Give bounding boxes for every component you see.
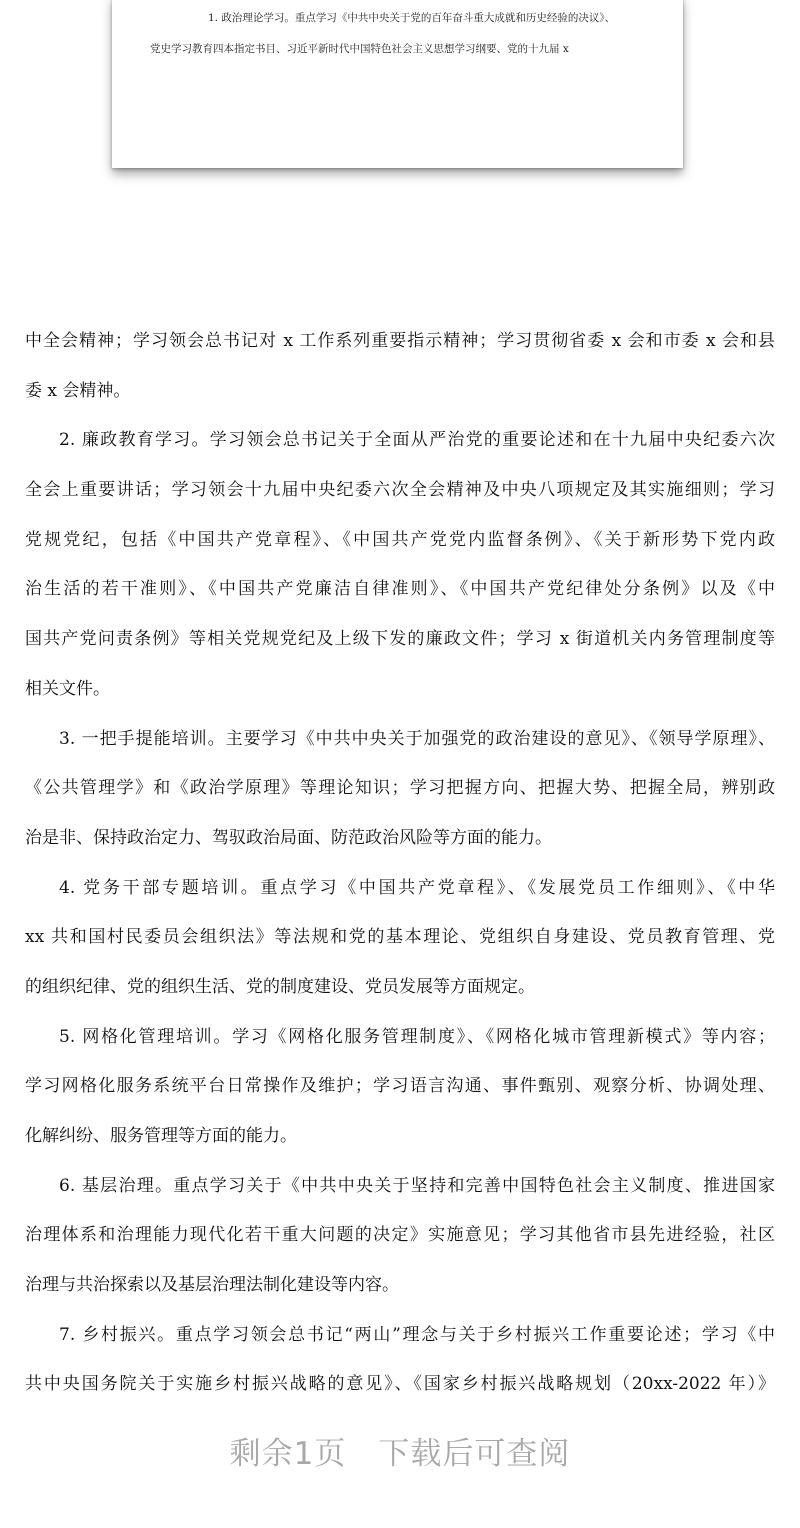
text-line: 委 x 会精神。: [25, 380, 131, 401]
paragraph: [25, 317, 775, 416]
paragraph: [25, 1311, 775, 1410]
text-line: 4. 党务干部专题培训。重点学习《中国共产党章程》、《发展党员工作细则》、《中华: [59, 877, 775, 898]
text-line: 化解纠纷、服务管理等方面的能力。: [25, 1126, 297, 1146]
text-line: 中全会精神；学习领会总书记对 x 工作系列重要指示精神；学习贯彻省委 x 会和市委 x 会和县: [25, 331, 775, 351]
text-line: 学习网格化服务系统平台日常操作及维护；学习语言沟通、事件甄别、观察分析、协调处理、: [25, 1076, 775, 1097]
text-line: 6. 基层治理。重点学习关于《中共中央关于坚持和完善中国特色社会主义制度、推进国家: [59, 1175, 775, 1196]
text-line: 全会上重要讲话；学习领会十九届中央纪委六次全会精神及中央八项规定及其实施细则；学习: [25, 480, 775, 501]
text-line: 党规党纪，包括《中国共产党章程》、《中国共产党党内监督条例》、《关于新形势下党内政: [25, 529, 775, 550]
text-line: 治理体系和治理能力现代化若干重大问题的决定》实施意见；学习其他省市县先进经验，社区: [25, 1225, 775, 1246]
document-body: [25, 317, 775, 1410]
text-line: 5. 网格化管理培训。学习《网格化服务管理制度》、《网格化城市管理新模式》等内容；: [59, 1026, 775, 1047]
text-line: 相关文件。: [25, 678, 110, 699]
text-line: 治是非、保持政治定力、驾驭政治局面、防范政治风险等方面的能力。: [25, 827, 552, 848]
preview-page-card: [112, 0, 683, 168]
paragraph: [25, 1013, 775, 1162]
text-line: 《公共管理学》和《政治学原理》等理论知识；学习把握方向、把握大势、把握全局，辨别政: [25, 778, 775, 799]
paragraph: [25, 715, 775, 864]
text-line: 治理与共治探索以及基层治理法制化建设等内容。: [25, 1275, 399, 1296]
card-text-line: 党史学习教育四本指定书目、习近平新时代中国特色社会主义思想学习纲要、党的十九届 x: [150, 43, 569, 55]
card-text-line: 1. 政治理论学习。重点学习《中共中央关于党的百年奋斗重大成就和历史经验的决议》、: [208, 12, 616, 24]
text-line: 2. 廉政教育学习。学习领会总书记关于全面从严治党的重要论述和在十九届中央纪委六次: [59, 430, 775, 451]
text-line: 共中央国务院关于实施乡村振兴战略的意见》、《国家乡村振兴战略规划（20xx-2022 年）》: [25, 1374, 775, 1395]
paragraph: [25, 864, 775, 1013]
text-line: 治生活的若干准则》、《中国共产党廉洁自律准则》、《中国共产党纪律处分条例》以及《中: [25, 579, 775, 600]
text-line: 国共产党问责条例》等相关党规党纪及上级下发的廉政文件；学习 x 街道机关内务管理制度等: [25, 629, 775, 650]
paragraph: [25, 416, 775, 714]
text-line: 3. 一把手提能培训。主要学习《中共中央关于加强党的政治建设的意见》、《领导学原理》、: [59, 728, 775, 749]
remaining-pages-notice[interactable]: 剩余1页 下载后可查阅: [229, 1436, 571, 1472]
text-line: xx 共和国村民委员会组织法》等法规和党的基本理论、党组织自身建设、党员教育管理、党: [25, 927, 775, 948]
text-line: 7. 乡村振兴。重点学习领会总书记“两山”理念与关于乡村振兴工作重要论述；学习《中: [59, 1324, 775, 1345]
paragraph: [25, 1162, 775, 1311]
text-line: 的组织纪律、党的组织生活、党的制度建设、党员发展等方面规定。: [25, 976, 535, 997]
